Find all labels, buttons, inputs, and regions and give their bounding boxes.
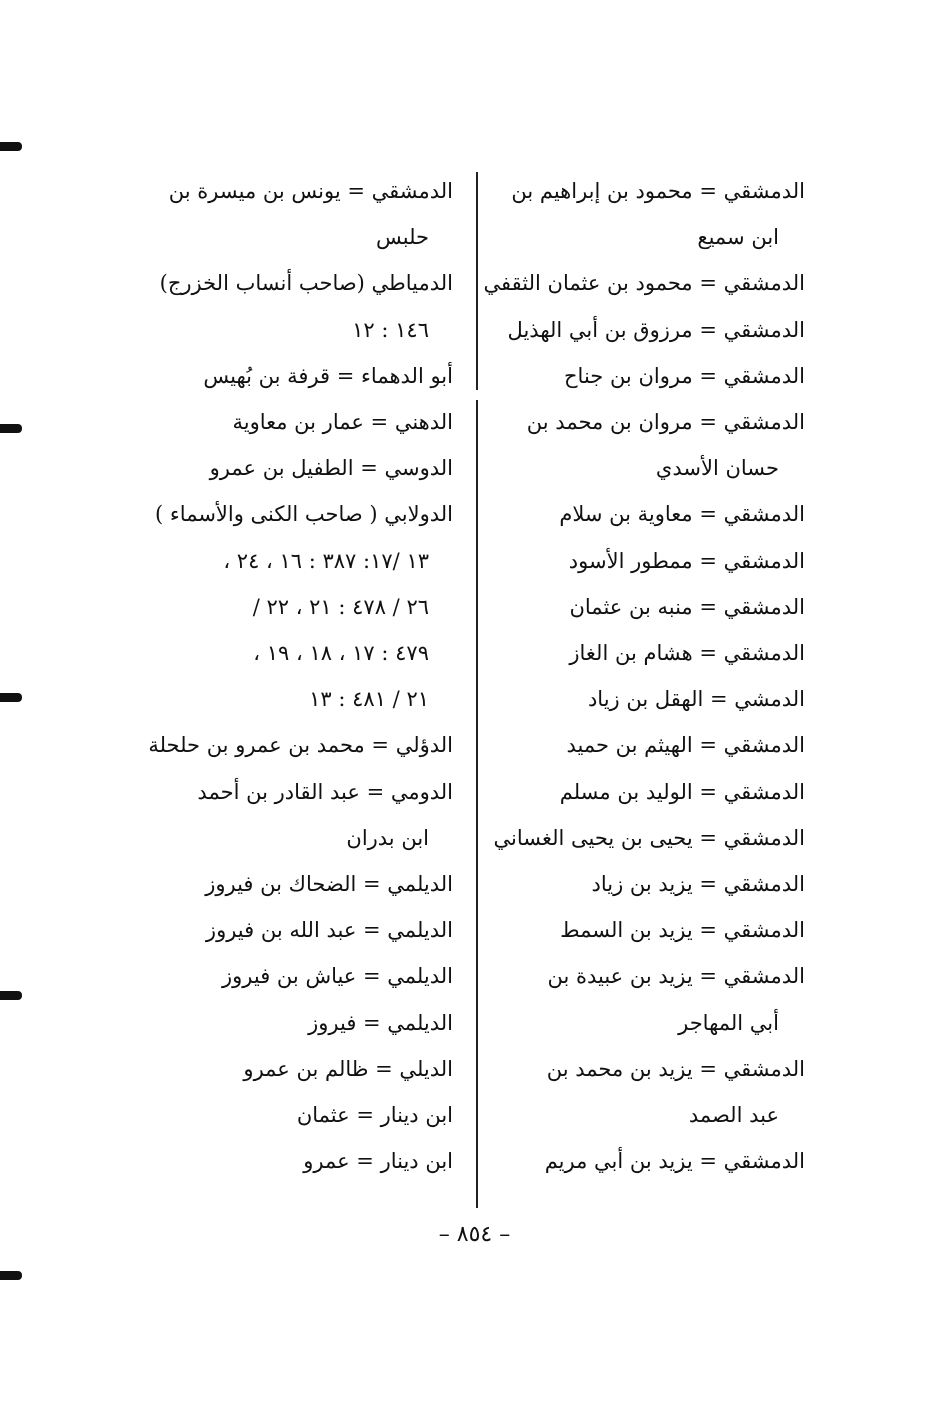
index-entry-line: الديلمي = فيروز [308,1010,453,1035]
index-entry-line: الدمشقي = مروان بن جناح [564,363,805,388]
column-divider [476,172,478,390]
index-entry-line: أبو الدهماء = قرفة بن بُهيس [203,363,453,388]
index-entry-line: ١٣ /١٧: ٣٨٧ : ١٦ ، ٢٤ ، [223,548,429,573]
index-entry-line: الدمشقي = الوليد بن مسلم [559,779,805,804]
index-entry-line: الدمشقي = مروان بن محمد بن [526,410,805,435]
index-entry-line: الديلمي = عياش بن فيروز [222,964,453,989]
index-entry-line: عبد الصمد [688,1103,779,1128]
page-number: – ٨٥٤ – [438,1222,511,1247]
index-entry-line: الدمشقي = مرزوق بن أبي الهذيل [507,317,805,342]
index-entry-line: أبي المهاجر [678,1010,779,1035]
index-entry-line: الدوسي = الطفيل بن عمرو [209,456,453,481]
index-entry-line: الدمياطي (صاحب أنساب الخزرج) [159,271,453,296]
index-entry-line: الدمشقي = يزيد بن محمد بن [546,1056,805,1081]
scan-edge-mark [0,693,22,702]
scan-edge-mark [0,991,22,1000]
index-entry-line: الدمشقي = معاوية بن سلام [559,502,805,527]
index-entry-line: ابن دينار = عمرو [303,1149,453,1174]
index-entry-line: الديلمي = عبد الله بن فيروز [205,918,453,943]
index-entry-line: الدمشقي = الهيثم بن حميد [566,733,805,758]
scan-edge-mark [0,1271,22,1280]
index-entry-line: الدؤلي = محمد بن عمرو بن حلحلة [148,733,453,758]
index-entry-line: ابن سميع [697,225,779,250]
scan-edge-mark [0,424,22,433]
index-entry-line: ابن بدران [346,825,429,850]
index-entry-line: الدمشقي = يزيد بن زياد [591,872,805,897]
index-entry-line: الدمشقي = يزيد بن عبيدة بن [547,964,805,989]
index-entry-line: الدمشقي = ممطور الأسود [568,548,805,573]
right-column [483,168,805,1184]
index-entry-line: الدولابي ( صاحب الكنى والأسماء ) [155,502,453,527]
index-entry-line: الديلمي = الضحاك بن فيروز [205,872,453,897]
index-entry-line: الدمشقي = يحيى بن يحيى الغساني [493,825,805,850]
index-entry-line: الدمشقي = يونس بن ميسرة بن [168,179,453,203]
index-entry-line: ابن دينار = عثمان [296,1103,453,1128]
index-entry-line: ٢٦ / ٤٧٨ : ٢١ ، ٢٢ / [252,594,429,619]
index-entry-line: الدمشقي = هشام بن الغاز [569,641,805,666]
index-entry-line: ١٤٦ : ١٢ [352,317,429,342]
index-entry-line: الدمشقي = محمود بن إبراهيم بن [511,179,805,203]
index-entry-line: حسان الأسدي [655,456,779,481]
index-entry-line: الدومي = عبد القادر بن أحمد [197,779,453,804]
scan-edge-mark [0,142,22,151]
index-entry-line: الدمشقي = يزيد بن أبي مريم [544,1149,805,1174]
index-entry-line: حلبس [375,225,429,250]
index-entry-line: الدمشقي = محمود بن عثمان الثقفي [483,271,805,296]
index-entry-line: ٢١ / ٤٨١ : ١٣ [309,687,429,712]
index-entry-line: ٤٧٩ : ١٧ ، ١٨ ، ١٩ ، [253,641,429,666]
index-entry-line: الديلي = ظالم بن عمرو [243,1056,453,1081]
index-entry-line: الدمشقي = منبه بن عثمان [569,594,805,619]
index-entry-line: الدهني = عمار بن معاوية [232,410,453,435]
index-entry-line: الدمشي = الهقل بن زياد [587,687,805,712]
index-entry-line: الدمشقي = يزيد بن السمط [560,918,805,943]
left-column [148,168,453,1184]
column-divider [476,400,478,1208]
